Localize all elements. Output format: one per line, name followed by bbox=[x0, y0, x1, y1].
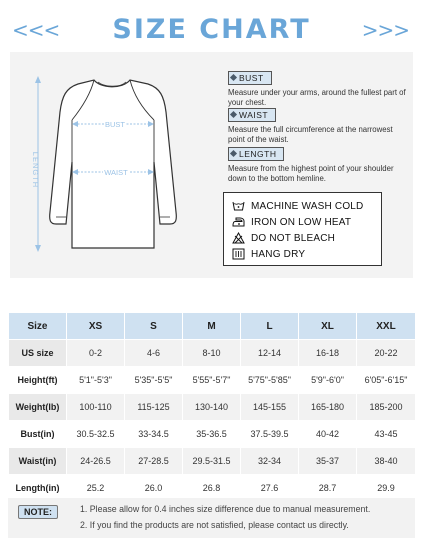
table-cell: 16-18 bbox=[299, 340, 357, 367]
table-cell: 27.6 bbox=[241, 475, 299, 502]
row-header: Length(in) bbox=[9, 475, 67, 502]
care-text: MACHINE WASH COLD bbox=[251, 200, 364, 212]
length-definition bbox=[228, 144, 408, 184]
table-cell: 29.9 bbox=[357, 475, 416, 502]
table-cell: 37.5-39.5 bbox=[241, 421, 299, 448]
table-cell: 115-125 bbox=[125, 394, 183, 421]
column-header: XS bbox=[67, 313, 125, 340]
care-item bbox=[232, 215, 351, 229]
table-cell: 35-37 bbox=[299, 448, 357, 475]
table-cell: 4-6 bbox=[125, 340, 183, 367]
row-header: Waist(in) bbox=[9, 448, 67, 475]
table-cell: 28.7 bbox=[299, 475, 357, 502]
table-cell: 0-2 bbox=[67, 340, 125, 367]
table-cell: 26.0 bbox=[125, 475, 183, 502]
left-arrows: <<< bbox=[12, 18, 60, 42]
table-cell: 165-180 bbox=[299, 394, 357, 421]
length-description: Measure from the highest point of your shoulder down to the bottom hemline. bbox=[228, 164, 394, 183]
care-text: DO NOT BLEACH bbox=[251, 232, 336, 244]
table-cell: 5'1"-5'3" bbox=[67, 367, 125, 394]
header bbox=[0, 0, 423, 52]
column-header: M bbox=[183, 313, 241, 340]
table-cell: 130-140 bbox=[183, 394, 241, 421]
note-line: 1. Please allow for 0.4 inches size difference due to manual measurement. bbox=[80, 504, 371, 514]
machine-wash-icon bbox=[232, 200, 245, 212]
table-cell: 32-34 bbox=[241, 448, 299, 475]
note-line: 2. If you find the products are not satisfied, please contact us directly. bbox=[80, 520, 349, 530]
row-header: Height(ft) bbox=[9, 367, 67, 394]
table-cell: 20-22 bbox=[357, 340, 416, 367]
table-cell: 25.2 bbox=[67, 475, 125, 502]
table-cell: 40-42 bbox=[299, 421, 357, 448]
bust-definition bbox=[228, 68, 408, 108]
waist-definition bbox=[228, 105, 408, 145]
care-item bbox=[232, 231, 335, 245]
table-cell: 24-26.5 bbox=[67, 448, 125, 475]
table-row bbox=[9, 448, 416, 475]
column-header: XL bbox=[299, 313, 357, 340]
table-row bbox=[9, 421, 416, 448]
table-cell: 26.8 bbox=[183, 475, 241, 502]
note-label: NOTE: bbox=[18, 505, 58, 519]
column-header: XXL bbox=[357, 313, 416, 340]
care-instructions bbox=[223, 192, 382, 266]
table-cell: 30.5-32.5 bbox=[67, 421, 125, 448]
table-cell: 27-28.5 bbox=[125, 448, 183, 475]
table-cell: 33-34.5 bbox=[125, 421, 183, 448]
size-table bbox=[8, 312, 416, 502]
table-cell: 185-200 bbox=[357, 394, 416, 421]
row-header: US size bbox=[9, 340, 67, 367]
column-header: Size bbox=[9, 313, 67, 340]
table-cell: 5'75"-5'85" bbox=[241, 367, 299, 394]
table-cell: 5'35"-5'5" bbox=[125, 367, 183, 394]
hang-dry-icon bbox=[232, 248, 245, 260]
table-row bbox=[9, 394, 416, 421]
table-cell: 43-45 bbox=[357, 421, 416, 448]
care-item bbox=[232, 247, 305, 261]
bust-description: Measure under your arms, around the fullest part of your chest. bbox=[228, 88, 406, 107]
notes-section bbox=[8, 498, 415, 538]
table-row bbox=[9, 340, 416, 367]
table-row bbox=[9, 367, 416, 394]
length-diagram-label: LENGTH bbox=[31, 151, 40, 189]
row-header: Bust(in) bbox=[9, 421, 67, 448]
size-table-wrapper bbox=[8, 312, 415, 502]
iron-low-icon bbox=[232, 216, 245, 228]
bust-tag: BUST bbox=[228, 71, 272, 85]
care-item bbox=[232, 199, 363, 213]
table-cell: 8-10 bbox=[183, 340, 241, 367]
table-cell: 6'05"-6'15" bbox=[357, 367, 416, 394]
table-header-row bbox=[9, 313, 416, 340]
table-cell: 29.5-31.5 bbox=[183, 448, 241, 475]
no-bleach-icon bbox=[232, 232, 245, 244]
row-header: Weight(lb) bbox=[9, 394, 67, 421]
column-header: S bbox=[125, 313, 183, 340]
table-cell: 5'9"-6'0" bbox=[299, 367, 357, 394]
waist-description: Measure the full circumference at the narrowest point of the waist. bbox=[228, 125, 393, 144]
table-cell: 35-36.5 bbox=[183, 421, 241, 448]
care-text: HANG DRY bbox=[251, 248, 306, 260]
table-cell: 38-40 bbox=[357, 448, 416, 475]
column-header: L bbox=[241, 313, 299, 340]
table-cell: 100-110 bbox=[67, 394, 125, 421]
page-title: SIZE CHART bbox=[112, 14, 311, 45]
shirt-diagram bbox=[10, 52, 220, 278]
waist-diagram-label: WAIST bbox=[104, 168, 128, 177]
right-arrows: >>> bbox=[361, 18, 409, 42]
waist-tag: WAIST bbox=[228, 108, 276, 122]
care-text: IRON ON LOW HEAT bbox=[251, 216, 352, 228]
table-cell: 12-14 bbox=[241, 340, 299, 367]
bust-diagram-label: BUST bbox=[104, 120, 126, 129]
shirt-outline bbox=[50, 80, 177, 248]
table-cell: 145-155 bbox=[241, 394, 299, 421]
length-tag: LENGTH bbox=[228, 147, 284, 161]
table-cell: 5'55"-5'7" bbox=[183, 367, 241, 394]
